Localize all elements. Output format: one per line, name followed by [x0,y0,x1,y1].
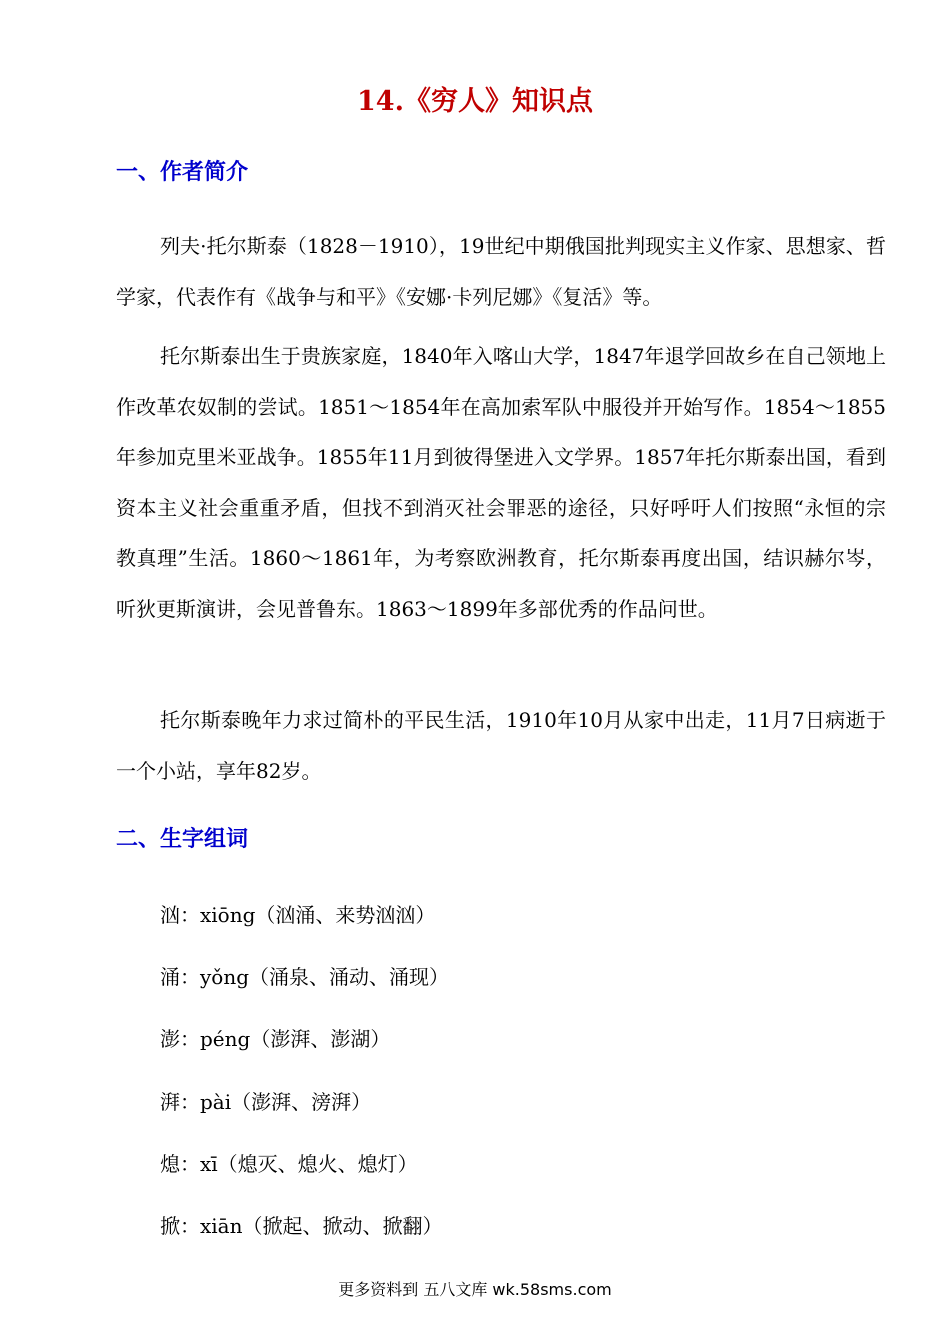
footer-source-note: 更多资料到 五八文库 wk.58sms.com [338,1280,612,1299]
paragraph-author-life: 托尔斯泰出生于贵族家庭，1840年入喀山大学，1847年退学回故乡在自己领地上作改革农奴制的尝试。1851～1854年在高加索军队中服役并开始写作。1854～1855年参加克里米亚战争。1855年11月到彼得堡进入文学界。1857年托尔斯泰出国，看到资本主义社会重重矛盾，但找不到消灭社会罪恶的途径，只好呼吁人们按照“永恒的宗教真理”生活。1860～1861年，为考察欧洲教育，托尔斯泰再度出国，结识赫尔岑，听狄更斯演讲，会见普鲁东。1863～1899年多部优秀的作品问世。 [116,344,886,621]
vocabulary-list [160,884,449,1257]
page-title: 14.《穷人》知识点 [357,86,593,117]
section-heading-author: 一、作者简介 [116,160,249,185]
list-item: 汹：xiōng（汹涌、来势汹汹） [160,903,436,927]
list-item: 熄：xī（熄灭、熄火、熄灯） [160,1151,418,1176]
list-item: 掀：xiān（掀起、掀动、掀翻） [160,1213,443,1238]
list-item: 湃：pài（澎湃、滂湃） [160,1089,372,1114]
list-item: 涌：yǒng（涌泉、涌动、涌现） [160,965,450,990]
paragraph-author-late-life: 托尔斯泰晚年力求过简朴的平民生活，1910年10月从家中出走，11月7日病逝于一个小站，享年82岁。 [116,708,886,783]
paragraph-author-intro: 列夫·托尔斯泰（1828－1910），19世纪中期俄国批判现实主义作家、思想家、哲学家，代表作有《战争与和平》《安娜·卡列尼娜》《复活》等。 [116,234,886,309]
section-heading-vocabulary: 二、生字组词 [116,827,249,852]
list-item: 澎：péng（澎湃、澎湖） [160,1027,391,1052]
